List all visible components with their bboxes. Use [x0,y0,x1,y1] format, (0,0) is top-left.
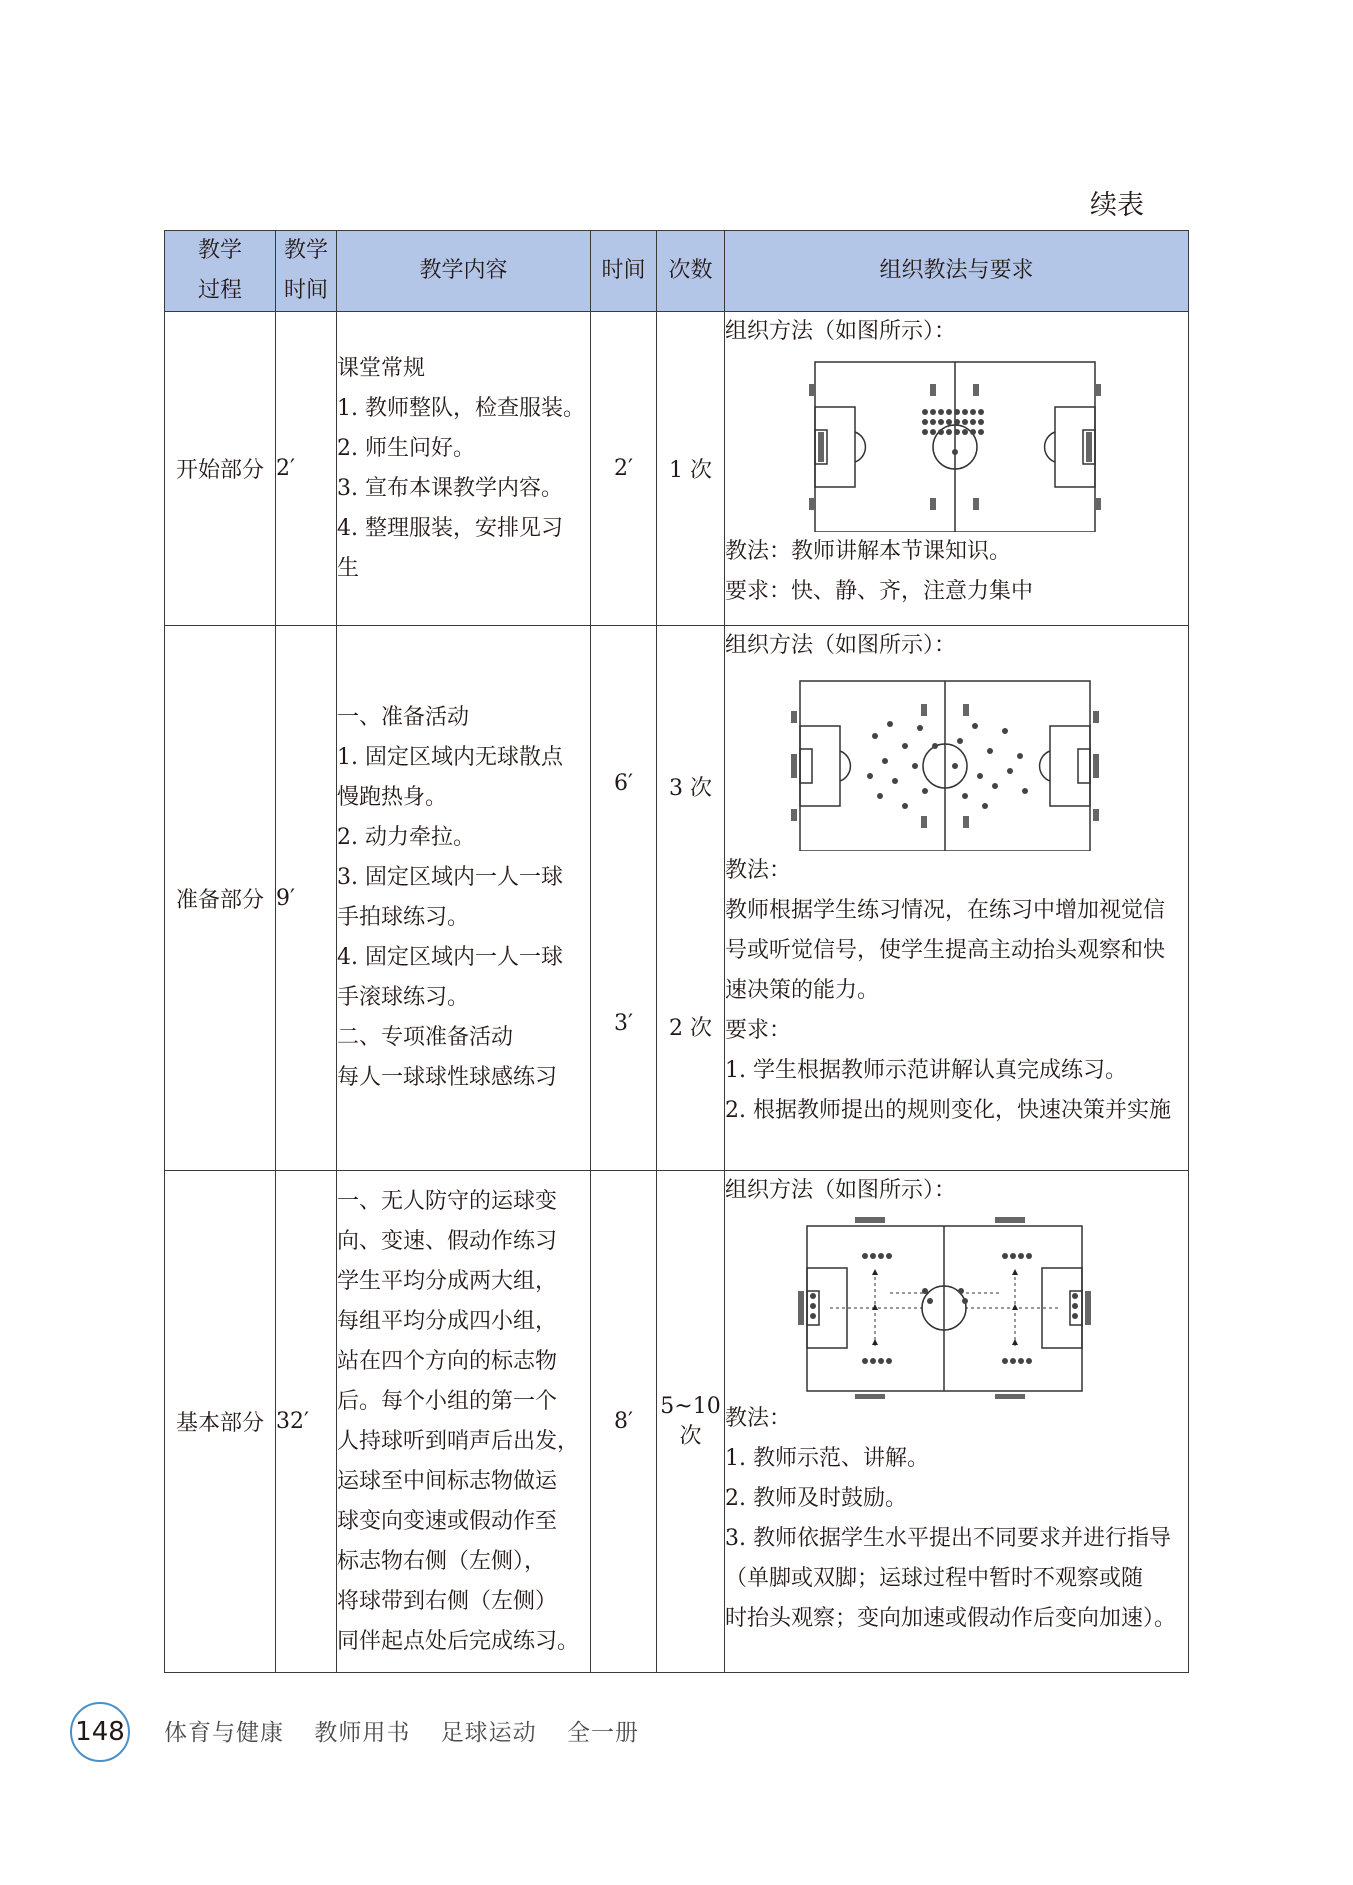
method-line: 2. 根据教师提出的规则变化，快速决策并实施 [725,1098,1171,1123]
method-cell [725,312,1189,626]
book-subject: 体育与健康 [164,1720,284,1746]
method-line: 1. 教师示范、讲解。 [725,1446,929,1471]
method-title: 组织方法（如图所示）： [725,1178,957,1203]
content-line: 将球带到右侧（左侧） [337,1588,558,1614]
content-line: 后。每个小组的第一个 [337,1388,558,1414]
process-cell: 基本部分 [165,1171,276,1673]
content-line: 二、专项准备活动 [337,1025,514,1050]
time-cell: 2′ [276,312,337,626]
content-line: 学生平均分成两大组， [337,1268,558,1294]
field-diagram-3 [725,1211,1175,1399]
page-number: 148 [70,1702,130,1762]
field-diagram-2 [725,666,1175,851]
count-cell: 1 次 [657,312,725,626]
duration-cell [591,626,657,1171]
method-line: （单脚或双脚；运球过程中暂时不观察或随 [725,1566,1144,1591]
method-line: 号或听觉信号，使学生提高主动抬头观察和快 [725,938,1166,963]
content-line: 一、无人防守的运球变 [337,1188,558,1214]
header-duration: 时间 [591,231,657,312]
field-diagram-1 [725,352,1175,532]
content-line: 1. 教师整队，检查服装。 [337,395,585,421]
content-line: 4. 固定区域内一人一球 [337,945,563,970]
method-line: 要求：快、静、齐，注意力集中 [725,579,1034,604]
duration-cell: 2′ [591,312,657,626]
header-process-line1: 教学 [197,238,242,263]
header-content: 教学内容 [337,231,591,312]
method-title: 组织方法（如图所示）： [725,633,957,658]
content-line: 球变向变速或假动作至 [337,1508,558,1534]
book-volume: 全一册 [566,1720,639,1746]
method-line: 时抬头观察；变向加速或假动作后变向加速）。 [725,1606,1177,1631]
method-cell [725,1171,1189,1673]
content-line: 运球至中间标志物做运 [337,1468,558,1494]
method-line: 教师根据学生练习情况，在练习中增加视觉信 [725,898,1166,923]
method-cell [725,626,1189,1171]
header-time [276,231,337,312]
book-topic: 足球运动 [440,1720,537,1746]
content-cell [337,1171,591,1673]
time-cell: 9′ [276,626,337,1171]
content-line: 4. 整理服装，安排见习 [337,515,563,541]
content-line: 标志物右侧（左侧）， [337,1548,547,1574]
book-type: 教师用书 [314,1720,411,1746]
content-line: 2. 动力牵拉。 [337,825,475,850]
content-line: 手滚球练习。 [337,985,470,1010]
header-time-line1: 教学 [283,238,328,263]
method-line: 1. 学生根据教师示范讲解认真完成练习。 [725,1058,1127,1083]
process-cell: 开始部分 [165,312,276,626]
content-line: 课堂常规 [337,355,426,381]
method-line: 3. 教师依据学生水平提出不同要求并进行指导 [725,1526,1171,1551]
content-line: 每人一球球性球感练习 [337,1065,558,1090]
content-line: 3. 固定区域内一人一球 [337,865,563,890]
table-row [165,626,1189,1171]
content-line: 1. 固定区域内无球散点 [337,745,563,770]
content-line: 一、准备活动 [337,705,470,730]
count-cell [657,626,725,1171]
continued-label: 续表 [1090,190,1144,221]
duration-a: 6′ [614,771,633,796]
count-b: 2 次 [669,1016,712,1041]
duration-cell: 8′ [591,1171,657,1673]
content-line: 人持球听到哨声后出发， [337,1428,580,1454]
content-line: 站在四个方向的标志物 [337,1348,558,1374]
method-line: 速决策的能力。 [725,978,880,1003]
content-cell [337,312,591,626]
method-line: 要求： [725,1018,792,1043]
header-process [165,231,276,312]
content-line: 手拍球练习。 [337,905,470,930]
table-header-row [165,231,1189,312]
content-line: 同伴起点处后完成练习。 [337,1628,580,1654]
time-cell: 32′ [276,1171,337,1673]
book-title [164,1714,661,1747]
count-cell [657,1171,725,1673]
duration-b: 3′ [614,1011,633,1036]
process-cell: 准备部分 [165,626,276,1171]
content-line: 向、变速、假动作练习 [337,1228,558,1254]
content-line: 生 [337,555,360,581]
count-line2: 次 [679,1423,702,1449]
method-line: 教法：教师讲解本节课知识。 [725,539,1012,564]
table-row [165,312,1189,626]
content-line: 3. 宣布本课教学内容。 [337,475,563,501]
count-line1: 5~10 [660,1393,721,1419]
header-method: 组织教法与要求 [725,231,1189,312]
content-line: 慢跑热身。 [337,785,448,810]
count-a: 3 次 [669,776,712,801]
header-process-line2: 过程 [197,278,242,303]
content-cell [337,626,591,1171]
method-line: 2. 教师及时鼓励。 [725,1486,907,1511]
content-line: 每组平均分成四小组， [337,1308,558,1334]
method-line: 教法： [725,858,792,883]
header-time-line2: 时间 [283,278,328,303]
table-row [165,1171,1189,1673]
method-line: 教法： [725,1406,792,1431]
lesson-plan-table [164,230,1189,1673]
header-count: 次数 [657,231,725,312]
method-title: 组织方法（如图所示）： [725,319,957,344]
content-line: 2. 师生问好。 [337,435,475,461]
